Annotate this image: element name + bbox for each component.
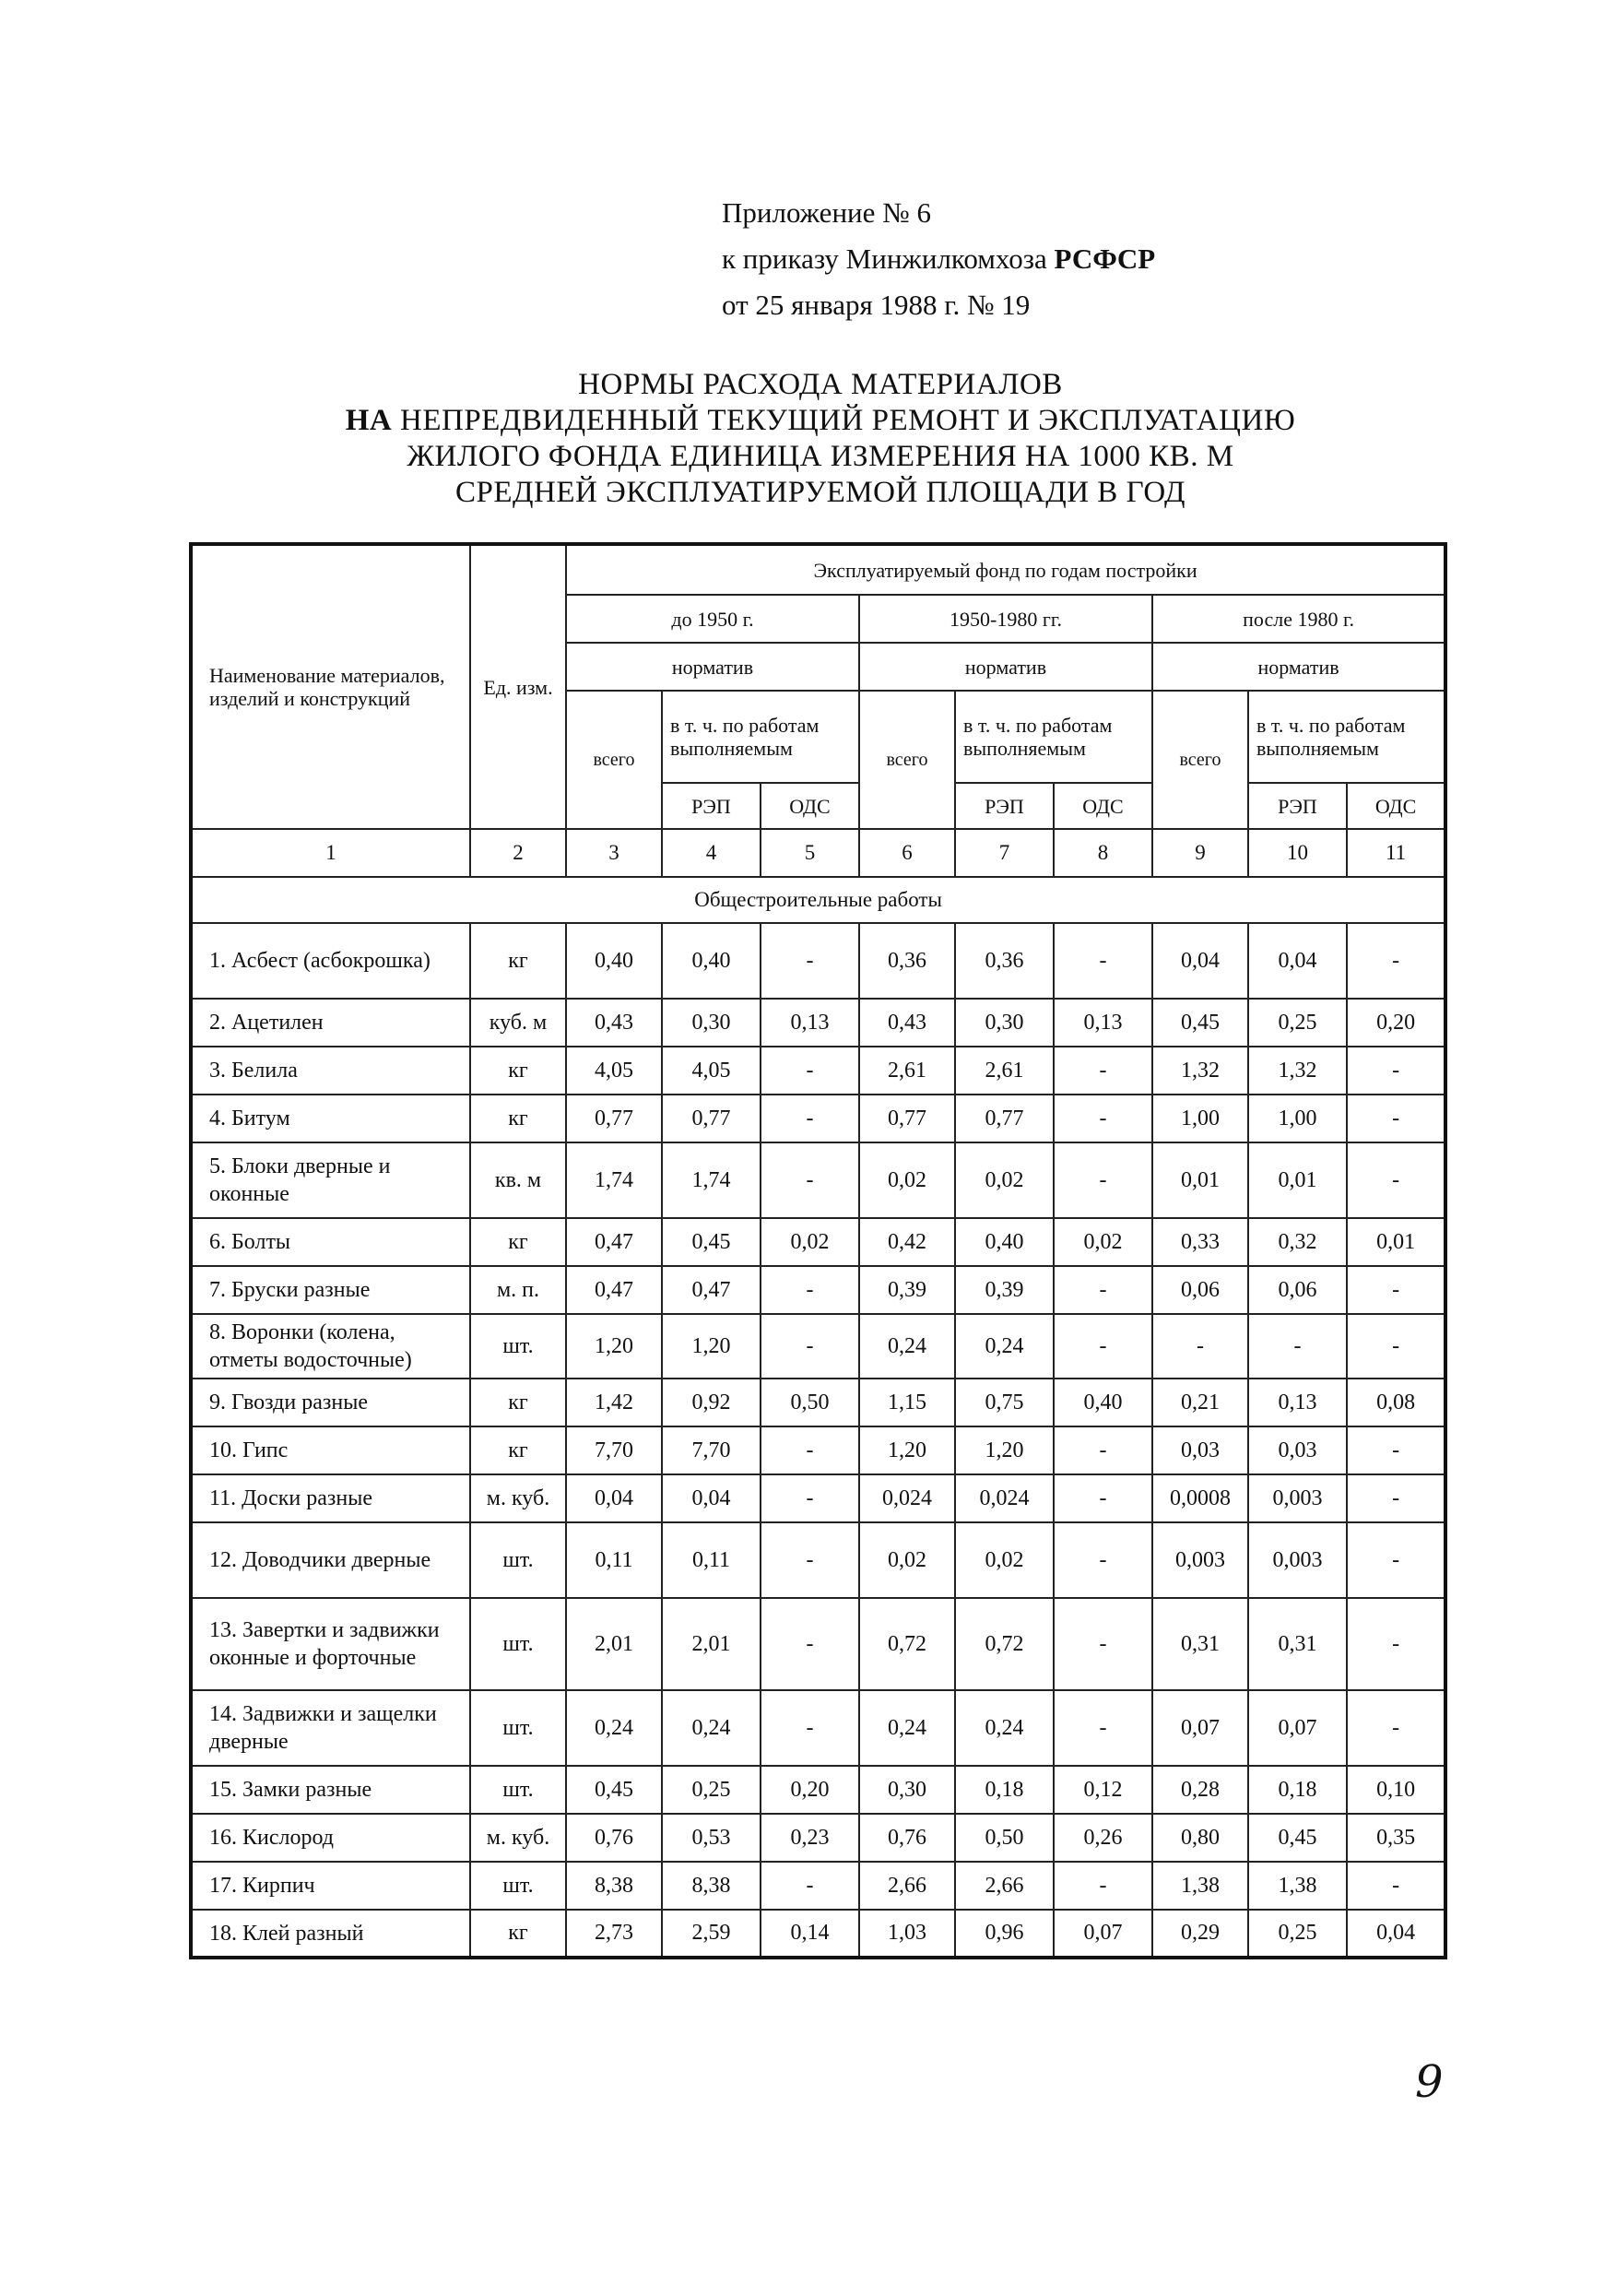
value-cell: - xyxy=(761,1047,859,1095)
unit-cell: кг xyxy=(470,1218,566,1266)
table-row xyxy=(191,1379,1445,1426)
value-cell: - xyxy=(1347,1095,1445,1142)
value-cell: 0,24 xyxy=(859,1314,955,1379)
value-cell: 0,45 xyxy=(662,1218,761,1266)
value-cell: 0,003 xyxy=(1152,1522,1248,1598)
value-cell: 0,03 xyxy=(1248,1426,1347,1474)
value-cell: 0,50 xyxy=(761,1379,859,1426)
value-cell: - xyxy=(761,1314,859,1379)
value-cell: 2,01 xyxy=(566,1598,662,1690)
value-cell: 0,39 xyxy=(955,1266,1054,1314)
value-cell: 0,40 xyxy=(566,923,662,999)
value-cell: 1,38 xyxy=(1152,1862,1248,1910)
value-cell: 0,11 xyxy=(662,1522,761,1598)
value-cell: 0,12 xyxy=(1054,1766,1152,1814)
including-header-3: в т. ч. по работам выполняемым xyxy=(1248,691,1445,783)
value-cell: 0,11 xyxy=(566,1522,662,1598)
value-cell: 0,77 xyxy=(662,1095,761,1142)
unit-cell: м. куб. xyxy=(470,1474,566,1522)
value-cell: 1,20 xyxy=(662,1314,761,1379)
value-cell: 0,024 xyxy=(859,1474,955,1522)
material-name: 4. Битум xyxy=(191,1095,470,1142)
unit-cell: кг xyxy=(470,1910,566,1958)
value-cell: 1,00 xyxy=(1248,1095,1347,1142)
value-cell: 0,07 xyxy=(1152,1690,1248,1766)
value-cell: 2,01 xyxy=(662,1598,761,1690)
value-cell: - xyxy=(761,1474,859,1522)
value-cell: 0,25 xyxy=(1248,999,1347,1047)
column-numbers-row xyxy=(191,829,1445,877)
rep-header-1: РЭП xyxy=(662,783,761,829)
title-line-1: НОРМЫ РАСХОДА МАТЕРИАЛОВ xyxy=(578,368,1063,401)
value-cell: 0,92 xyxy=(662,1379,761,1426)
value-cell: 0,72 xyxy=(859,1598,955,1690)
value-cell: - xyxy=(1054,1426,1152,1474)
value-cell: 7,70 xyxy=(566,1426,662,1474)
column-number: 2 xyxy=(470,829,566,877)
value-cell: 1,15 xyxy=(859,1379,955,1426)
total-header-2: всего xyxy=(859,691,955,829)
table-row xyxy=(191,1474,1445,1522)
value-cell: - xyxy=(1054,1690,1152,1766)
norm-header-2: норматив xyxy=(859,643,1152,691)
value-cell: 0,13 xyxy=(761,999,859,1047)
table-row xyxy=(191,999,1445,1047)
value-cell: 0,43 xyxy=(859,999,955,1047)
norm-header-1: норматив xyxy=(566,643,859,691)
value-cell: 0,003 xyxy=(1248,1474,1347,1522)
unit-cell: кг xyxy=(470,1095,566,1142)
value-cell: 0,26 xyxy=(1054,1814,1152,1862)
value-cell: - xyxy=(1054,923,1152,999)
value-cell: 0,25 xyxy=(662,1766,761,1814)
table-row xyxy=(191,1766,1445,1814)
order-reference-text: к приказу Минжилкомхоза xyxy=(722,243,1055,275)
value-cell: - xyxy=(1054,1266,1152,1314)
value-cell: - xyxy=(1347,1426,1445,1474)
value-cell: 0,47 xyxy=(566,1218,662,1266)
value-cell: 0,36 xyxy=(955,923,1054,999)
value-cell: 0,07 xyxy=(1248,1690,1347,1766)
value-cell: 2,66 xyxy=(859,1862,955,1910)
unit-cell: шт. xyxy=(470,1690,566,1766)
table-row xyxy=(191,1426,1445,1474)
value-cell: 0,35 xyxy=(1347,1814,1445,1862)
value-cell: 0,01 xyxy=(1248,1142,1347,1218)
value-cell: 0,25 xyxy=(1248,1910,1347,1958)
title-line-2-rest: НЕПРЕДВИДЕННЫЙ ТЕКУЩИЙ РЕМОНТ И ЭКСПЛУАТАЦИЮ xyxy=(392,404,1296,437)
value-cell: 0,024 xyxy=(955,1474,1054,1522)
material-name: 3. Белила xyxy=(191,1047,470,1095)
ods-header-2: ОДС xyxy=(1054,783,1152,829)
rep-header-3: РЭП xyxy=(1248,783,1347,829)
ods-header-3: ОДС xyxy=(1347,783,1445,829)
order-reference-bold: РСФСР xyxy=(1054,243,1156,275)
value-cell: - xyxy=(761,1266,859,1314)
ods-header-1: ОДС xyxy=(761,783,859,829)
value-cell: 0,04 xyxy=(566,1474,662,1522)
value-cell: 0,0008 xyxy=(1152,1474,1248,1522)
value-cell: 0,20 xyxy=(761,1766,859,1814)
value-cell: 0,29 xyxy=(1152,1910,1248,1958)
value-cell: 1,20 xyxy=(955,1426,1054,1474)
value-cell: 0,003 xyxy=(1248,1522,1347,1598)
value-cell: 0,06 xyxy=(1152,1266,1248,1314)
unit-cell: м. п. xyxy=(470,1266,566,1314)
appendix-number: Приложение № 6 xyxy=(722,196,931,229)
value-cell: 0,02 xyxy=(955,1142,1054,1218)
value-cell: - xyxy=(1248,1314,1347,1379)
value-cell: - xyxy=(1054,1142,1152,1218)
value-cell: 0,24 xyxy=(662,1690,761,1766)
value-cell: - xyxy=(761,1690,859,1766)
material-name: 11. Доски разные xyxy=(191,1474,470,1522)
value-cell: 0,72 xyxy=(955,1598,1054,1690)
value-cell: 8,38 xyxy=(662,1862,761,1910)
unit-cell: м. куб. xyxy=(470,1814,566,1862)
value-cell: - xyxy=(1054,1474,1152,1522)
value-cell: - xyxy=(1054,1862,1152,1910)
unit-cell: кг xyxy=(470,923,566,999)
title-line-4: СРЕДНЕЙ ЭКСПЛУАТИРУЕМОЙ ПЛОЩАДИ В ГОД xyxy=(454,476,1186,509)
value-cell: 1,32 xyxy=(1152,1047,1248,1095)
unit-cell: кг xyxy=(470,1047,566,1095)
material-name: 18. Клей разный xyxy=(191,1910,470,1958)
value-cell: - xyxy=(761,1142,859,1218)
value-cell: 0,24 xyxy=(859,1690,955,1766)
material-name: 13. Завертки и задвижки оконные и форточные xyxy=(191,1598,470,1690)
value-cell: 0,40 xyxy=(662,923,761,999)
column-number: 11 xyxy=(1347,829,1445,877)
value-cell: - xyxy=(761,1095,859,1142)
material-name: 16. Кислород xyxy=(191,1814,470,1862)
value-cell: 2,73 xyxy=(566,1910,662,1958)
value-cell: 0,40 xyxy=(955,1218,1054,1266)
order-date: от 25 января 1988 г. № 19 xyxy=(722,289,1031,321)
norm-header-3: норматив xyxy=(1152,643,1445,691)
unit-cell: кв. м xyxy=(470,1142,566,1218)
value-cell: 0,77 xyxy=(955,1095,1054,1142)
value-cell: - xyxy=(1054,1598,1152,1690)
value-cell: - xyxy=(1054,1522,1152,1598)
value-cell: 0,77 xyxy=(566,1095,662,1142)
value-cell: 2,59 xyxy=(662,1910,761,1958)
value-cell: 0,42 xyxy=(859,1218,955,1266)
value-cell: 0,24 xyxy=(566,1690,662,1766)
value-cell: 0,76 xyxy=(566,1814,662,1862)
unit-cell: кг xyxy=(470,1379,566,1426)
value-cell: 0,04 xyxy=(1152,923,1248,999)
value-cell: - xyxy=(1152,1314,1248,1379)
value-cell: 0,23 xyxy=(761,1814,859,1862)
unit-cell: шт. xyxy=(470,1598,566,1690)
total-header-3: всего xyxy=(1152,691,1248,829)
value-cell: 0,02 xyxy=(955,1522,1054,1598)
page-number: 9 xyxy=(1415,2056,1444,2108)
material-name: 14. Задвижки и защелки дверные xyxy=(191,1690,470,1766)
value-cell: 0,07 xyxy=(1054,1910,1152,1958)
value-cell: 0,06 xyxy=(1248,1266,1347,1314)
value-cell: 0,01 xyxy=(1152,1142,1248,1218)
value-cell: - xyxy=(1054,1047,1152,1095)
value-cell: 0,03 xyxy=(1152,1426,1248,1474)
column-number: 7 xyxy=(955,829,1054,877)
title-line-3: ЖИЛОГО ФОНДА ЕДИНИЦА ИЗМЕРЕНИЯ НА 1000 КВ. М xyxy=(407,440,1234,473)
value-cell: 0,01 xyxy=(1347,1218,1445,1266)
value-cell: 1,42 xyxy=(566,1379,662,1426)
value-cell: 0,45 xyxy=(1248,1814,1347,1862)
value-cell: - xyxy=(1347,1047,1445,1095)
value-cell: 0,24 xyxy=(955,1690,1054,1766)
table-row xyxy=(191,1910,1445,1958)
fund-header: Эксплуатируемый фонд по годам постройки xyxy=(566,544,1445,595)
value-cell: 1,74 xyxy=(566,1142,662,1218)
value-cell: - xyxy=(1347,1142,1445,1218)
value-cell: 0,08 xyxy=(1347,1379,1445,1426)
value-cell: - xyxy=(761,1522,859,1598)
value-cell: 7,70 xyxy=(662,1426,761,1474)
table-row xyxy=(191,1266,1445,1314)
including-header-2: в т. ч. по работам выполняемым xyxy=(955,691,1152,783)
document-title xyxy=(184,367,1457,511)
value-cell: 0,50 xyxy=(955,1814,1054,1862)
value-cell: 4,05 xyxy=(566,1047,662,1095)
value-cell: 1,03 xyxy=(859,1910,955,1958)
total-header-1: всего xyxy=(566,691,662,829)
value-cell: 0,04 xyxy=(1248,923,1347,999)
value-cell: - xyxy=(1054,1095,1152,1142)
material-name: 15. Замки разные xyxy=(191,1766,470,1814)
including-header-1: в т. ч. по работам выполняемым xyxy=(662,691,859,783)
value-cell: 2,61 xyxy=(955,1047,1054,1095)
value-cell: 0,02 xyxy=(859,1142,955,1218)
value-cell: 0,18 xyxy=(1248,1766,1347,1814)
value-cell: 0,04 xyxy=(662,1474,761,1522)
material-name: 7. Бруски разные xyxy=(191,1266,470,1314)
value-cell: 0,77 xyxy=(859,1095,955,1142)
value-cell: - xyxy=(1347,923,1445,999)
value-cell: - xyxy=(1347,1474,1445,1522)
section-row xyxy=(191,877,1445,923)
column-number: 1 xyxy=(191,829,470,877)
title-line-2-bold: НА xyxy=(345,404,393,437)
material-name: 10. Гипс xyxy=(191,1426,470,1474)
table-row xyxy=(191,1095,1445,1142)
column-number: 3 xyxy=(566,829,662,877)
value-cell: - xyxy=(1347,1598,1445,1690)
unit-cell: шт. xyxy=(470,1314,566,1379)
value-cell: 4,05 xyxy=(662,1047,761,1095)
value-cell: - xyxy=(1347,1862,1445,1910)
value-cell: 0,21 xyxy=(1152,1379,1248,1426)
value-cell: 1,20 xyxy=(859,1426,955,1474)
value-cell: 2,61 xyxy=(859,1047,955,1095)
column-number: 6 xyxy=(859,829,955,877)
value-cell: 0,13 xyxy=(1248,1379,1347,1426)
value-cell: 0,75 xyxy=(955,1379,1054,1426)
value-cell: 0,30 xyxy=(955,999,1054,1047)
period-header-1: до 1950 г. xyxy=(566,595,859,643)
table-row xyxy=(191,1598,1445,1690)
value-cell: 0,39 xyxy=(859,1266,955,1314)
value-cell: - xyxy=(1054,1314,1152,1379)
value-cell: 0,33 xyxy=(1152,1218,1248,1266)
value-cell: - xyxy=(761,1598,859,1690)
column-number: 8 xyxy=(1054,829,1152,877)
value-cell: - xyxy=(761,1862,859,1910)
value-cell: 0,53 xyxy=(662,1814,761,1862)
value-cell: 0,13 xyxy=(1054,999,1152,1047)
material-name: 8. Воронки (колена, отметы водосточные) xyxy=(191,1314,470,1379)
value-cell: 0,47 xyxy=(662,1266,761,1314)
period-header-3: после 1980 г. xyxy=(1152,595,1445,643)
material-name: 5. Блоки дверные и оконные xyxy=(191,1142,470,1218)
value-cell: 0,32 xyxy=(1248,1218,1347,1266)
header-row-fund xyxy=(191,544,1445,595)
value-cell: 0,76 xyxy=(859,1814,955,1862)
unit-column-header: Ед. изм. xyxy=(470,544,566,829)
value-cell: 0,02 xyxy=(761,1218,859,1266)
value-cell: - xyxy=(761,1426,859,1474)
table-row xyxy=(191,1522,1445,1598)
value-cell: 0,45 xyxy=(1152,999,1248,1047)
unit-cell: шт. xyxy=(470,1766,566,1814)
section-title: Общестроительные работы xyxy=(191,877,1445,923)
value-cell: - xyxy=(1347,1314,1445,1379)
table-row xyxy=(191,1142,1445,1218)
value-cell: 1,20 xyxy=(566,1314,662,1379)
value-cell: 1,74 xyxy=(662,1142,761,1218)
value-cell: 0,02 xyxy=(1054,1218,1152,1266)
value-cell: 0,20 xyxy=(1347,999,1445,1047)
value-cell: 0,40 xyxy=(1054,1379,1152,1426)
value-cell: 0,18 xyxy=(955,1766,1054,1814)
material-name: 12. Доводчики дверные xyxy=(191,1522,470,1598)
period-header-2: 1950-1980 гг. xyxy=(859,595,1152,643)
value-cell: 0,96 xyxy=(955,1910,1054,1958)
order-reference xyxy=(722,236,1155,282)
material-name: 2. Ацетилен xyxy=(191,999,470,1047)
table-row xyxy=(191,1047,1445,1095)
value-cell: 1,38 xyxy=(1248,1862,1347,1910)
value-cell: 1,00 xyxy=(1152,1095,1248,1142)
column-number: 10 xyxy=(1248,829,1347,877)
unit-cell: шт. xyxy=(470,1862,566,1910)
value-cell: - xyxy=(1347,1522,1445,1598)
value-cell: 0,31 xyxy=(1152,1598,1248,1690)
table-row xyxy=(191,1814,1445,1862)
value-cell: - xyxy=(1347,1690,1445,1766)
column-number: 4 xyxy=(662,829,761,877)
material-name: 17. Кирпич xyxy=(191,1862,470,1910)
value-cell: 0,28 xyxy=(1152,1766,1248,1814)
value-cell: 0,43 xyxy=(566,999,662,1047)
appendix-header xyxy=(722,190,1155,328)
value-cell: - xyxy=(1347,1266,1445,1314)
table-row xyxy=(191,1314,1445,1379)
value-cell: 0,80 xyxy=(1152,1814,1248,1862)
unit-cell: шт. xyxy=(470,1522,566,1598)
title-line-2 xyxy=(184,403,1457,439)
value-cell: 0,30 xyxy=(859,1766,955,1814)
value-cell: 0,24 xyxy=(955,1314,1054,1379)
table-row xyxy=(191,1862,1445,1910)
rep-header-2: РЭП xyxy=(955,783,1054,829)
unit-cell: кг xyxy=(470,1426,566,1474)
table-row xyxy=(191,1218,1445,1266)
value-cell: 8,38 xyxy=(566,1862,662,1910)
table-row xyxy=(191,1690,1445,1766)
value-cell: 0,14 xyxy=(761,1910,859,1958)
material-name: 1. Асбест (асбокрошка) xyxy=(191,923,470,999)
value-cell: 0,04 xyxy=(1347,1910,1445,1958)
material-name: 9. Гвозди разные xyxy=(191,1379,470,1426)
value-cell: 0,45 xyxy=(566,1766,662,1814)
value-cell: 0,30 xyxy=(662,999,761,1047)
value-cell: 0,02 xyxy=(859,1522,955,1598)
material-name: 6. Болты xyxy=(191,1218,470,1266)
column-number: 9 xyxy=(1152,829,1248,877)
unit-cell: куб. м xyxy=(470,999,566,1047)
name-column-header: Наименование материалов, изделий и конструкций xyxy=(191,544,470,829)
value-cell: 0,47 xyxy=(566,1266,662,1314)
value-cell: 1,32 xyxy=(1248,1047,1347,1095)
value-cell: 0,10 xyxy=(1347,1766,1445,1814)
column-number: 5 xyxy=(761,829,859,877)
norms-table xyxy=(189,542,1447,1959)
value-cell: 0,36 xyxy=(859,923,955,999)
value-cell: 0,31 xyxy=(1248,1598,1347,1690)
value-cell: 2,66 xyxy=(955,1862,1054,1910)
table-row xyxy=(191,923,1445,999)
value-cell: - xyxy=(761,923,859,999)
data-rows xyxy=(191,923,1445,1958)
